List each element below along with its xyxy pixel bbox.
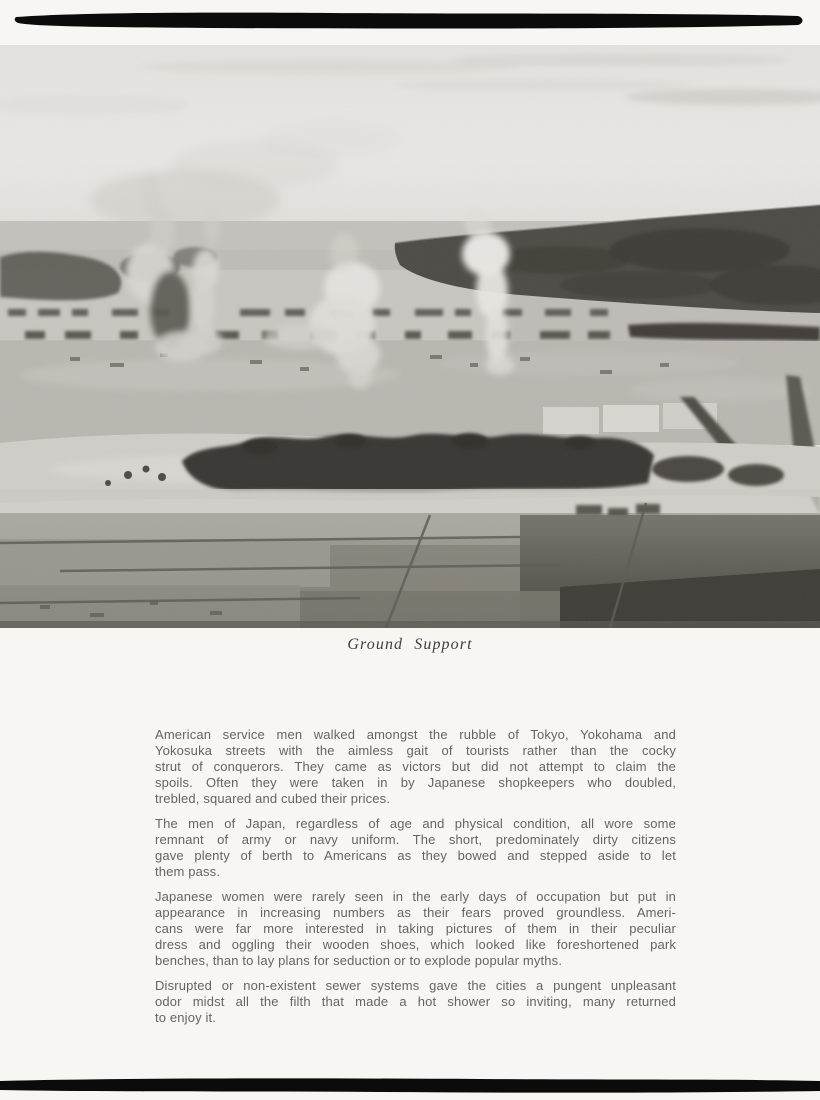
text-line: appearance in increasing numbers as their fears proved groundless. Ameri- <box>155 905 676 920</box>
text-line: cans were far more interested in taking pictures of them in their peculiar <box>155 921 676 936</box>
paragraph-4 <box>155 978 676 1026</box>
text-line: odor midst all the filth that made a hot shower so inviting, many returned <box>155 994 676 1009</box>
scan-artifact-bar-top <box>10 8 810 32</box>
text-line: Japanese women were rarely seen in the early days of occupation but put in <box>155 889 676 904</box>
text-line: remnant of army or navy uniform. The short, predominately dirty citizens <box>155 832 676 847</box>
text-line: them pass. <box>155 864 221 879</box>
paragraph-1 <box>155 727 676 807</box>
paragraph-2 <box>155 816 676 880</box>
ground-support-photo <box>0 45 820 628</box>
text-line: benches, than to lay plans for seduction or to explode popular myths. <box>155 953 563 968</box>
body-text <box>155 727 676 1035</box>
text-line: The men of Japan, regardless of age and physical condition, all wore some <box>155 816 676 831</box>
text-line: Disrupted or non-existent sewer systems gave the cities a pungent unpleasant <box>155 978 676 993</box>
text-line: trebled, squared and cubed their prices. <box>155 791 391 806</box>
paragraph-3 <box>155 889 676 969</box>
aerial-photo-illustration <box>0 45 820 628</box>
text-line: spoils. Often they were taken in by Japanese shopkeepers who doubled, <box>155 775 676 790</box>
text-line: American service men walked amongst the rubble of Tokyo, Yokohama and <box>155 727 676 742</box>
text-line: dress and oggling their wooden shoes, which looked like foreshortened park <box>155 937 676 952</box>
photo-caption: Ground Support <box>347 636 473 653</box>
text-line: Yokosuka streets with the aimless gait of tourists rather than the cocky <box>155 743 676 758</box>
text-line: strut of conquerors. They came as victors but did not attempt to claim the <box>155 759 676 774</box>
text-line: to enjoy it. <box>155 1010 217 1025</box>
scan-artifact-bar-bottom <box>0 1076 820 1094</box>
text-line: gave plenty of berth to Americans as they bowed and stepped aside to let <box>155 848 676 863</box>
